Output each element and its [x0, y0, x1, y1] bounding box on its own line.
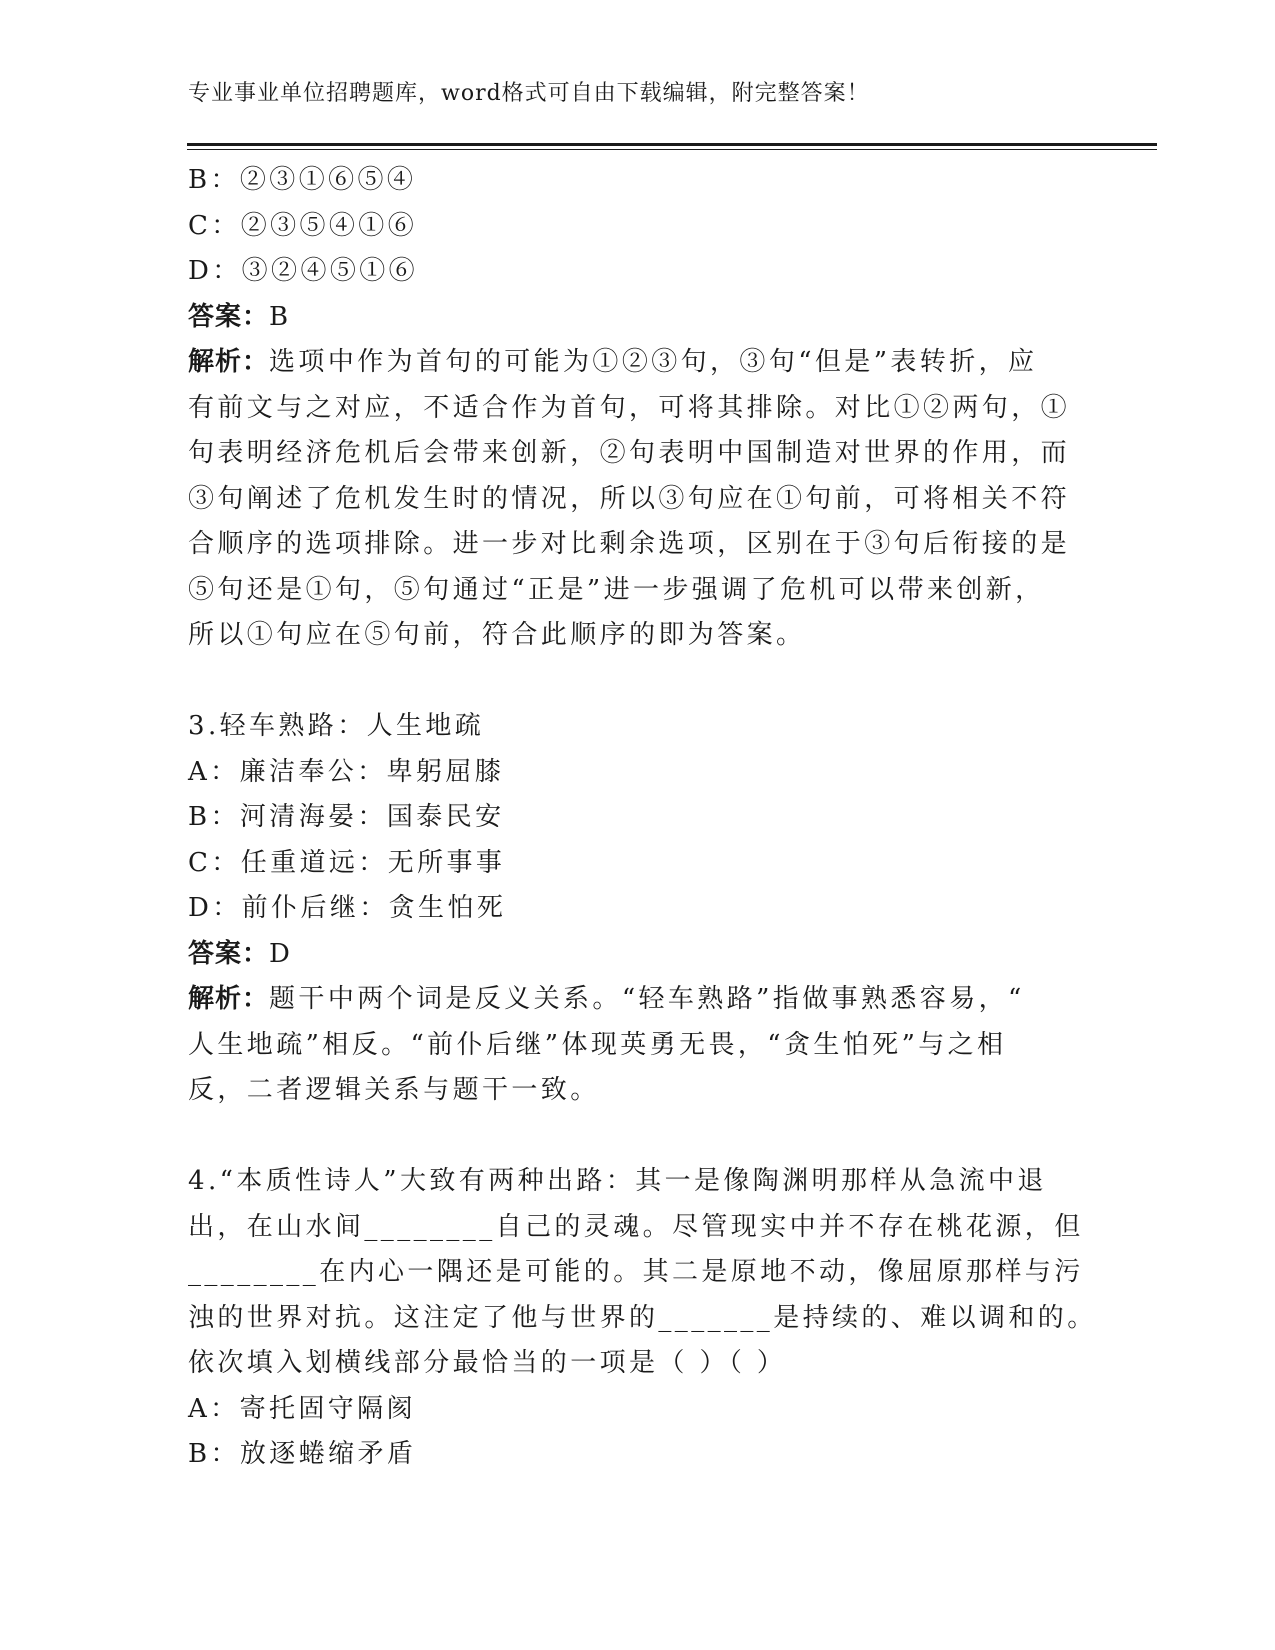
q4-stem-line: 出，在山水间________自己的灵魂。尽管现实中并不存在桃花源，但 — [188, 1211, 1084, 1242]
q2-analysis-line: ③句阐述了危机发生时的情况，所以③句应在①句前，可将相关不符 — [188, 483, 1071, 514]
q3-option-c: C：任重道远：无所事事 — [188, 847, 506, 878]
answer-value: B — [269, 301, 290, 332]
q2-analysis-line: 所以①句应在⑤句前，符合此顺序的即为答案。 — [188, 620, 806, 650]
q4-option-a: A：寄托固守隔阂 — [188, 1393, 416, 1424]
q4-stem-line: ________在内心一隅还是可能的。其二是原地不动，像屈原那样与污 — [188, 1257, 1084, 1287]
answer-label: 答案： — [188, 301, 270, 332]
q2-analysis-line: 合顺序的选项排除。进一步对比剩余选项，区别在于③句后衔接的是 — [188, 529, 1071, 559]
q2-answer — [188, 295, 1068, 341]
q2-option-d: D：③②④⑤①⑥ — [188, 256, 419, 286]
q3-analysis-line: 解析：题干中两个词是反义关系。“轻车熟路”指做事熟悉容易，“ — [188, 984, 1025, 1014]
page-header: 专业事业单位招聘题库，word格式可自由下载编辑，附完整答案！ — [188, 81, 870, 106]
header-rule-thick — [187, 143, 1157, 146]
answer-value: D — [269, 938, 291, 969]
spacer — [188, 659, 1068, 705]
q2-analysis-line: 有前文与之对应，不适合作为首句，可将其排除。对比①②两句，① — [188, 392, 1071, 423]
q3-stem: 3.轻车熟路：人生地疏 — [188, 711, 485, 741]
q3-option-b: B：河清海晏：国泰民安 — [188, 802, 505, 832]
document-body — [188, 158, 1097, 1478]
analysis-label: 解析： — [188, 347, 270, 377]
q4-stem-line: 依次填入划横线部分最恰当的一项是（ ）（ ） — [188, 1348, 787, 1378]
q3-option-d: D：前仆后继：贪生怕死 — [188, 893, 507, 923]
q2-option-b: B：②③①⑥⑤④ — [188, 165, 417, 195]
answer-label: 答案： — [188, 938, 270, 969]
q4-option-b: B：放逐蜷缩矛盾 — [188, 1439, 417, 1469]
q2-option-c: C：②③⑤④①⑥ — [188, 210, 418, 241]
q3-answer — [188, 932, 1068, 978]
q2-analysis-line: 解析：选项中作为首句的可能为①②③句，③句“但是”表转折，应 — [188, 347, 1038, 377]
q3-analysis-line: 反，二者逻辑关系与题干一致。 — [188, 1075, 600, 1105]
q3-option-a: A：廉洁奉公：卑躬屈膝 — [188, 756, 505, 787]
q2-analysis-line: ⑤句还是①句，⑤句通过“正是”进一步强调了危机可以带来创新， — [188, 574, 1045, 605]
q2-analysis-line: 句表明经济危机后会带来创新，②句表明中国制造对世界的作用，而 — [188, 438, 1071, 468]
analysis-label: 解析： — [188, 984, 270, 1014]
q4-stem-line: 4.“本质性诗人”大致有两种出路：其一是像陶渊明那样从急流中退 — [188, 1166, 1047, 1196]
q4-stem-line: 浊的世界对抗。这注定了他与世界的_______是持续的、难以调和的。 — [188, 1302, 1097, 1333]
header-rule-thin — [187, 149, 1157, 150]
q3-analysis-line: 人生地疏”相反。“前仆后继”体现英勇无畏，“贪生怕死”与之相 — [188, 1029, 1007, 1060]
spacer — [188, 1114, 1068, 1160]
